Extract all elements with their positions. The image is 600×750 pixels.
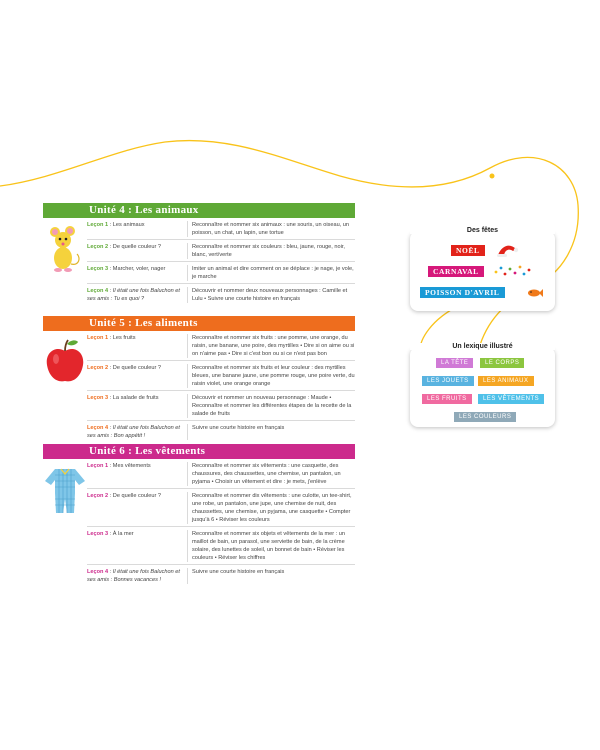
- lesson-row: [87, 527, 355, 565]
- lesson-number: Leçon 4: [87, 425, 109, 431]
- lesson-number: Leçon 3: [87, 266, 109, 272]
- lesson-number: Leçon 1: [87, 222, 109, 228]
- fetes-title: Des fêtes: [410, 227, 555, 234]
- fete-carnaval-label: CARNAVAL: [428, 266, 484, 277]
- lesson-number: Leçon 3: [87, 531, 109, 537]
- lesson-title: : Il était une fois Baluchon et ses amis : Tu es quoi ?: [87, 288, 180, 302]
- lesson-row: [87, 459, 355, 489]
- lesson-description: Reconnaître et nommer six objets et vêtements de la mer : un maillot de bain, un parasol, une serviette de bain, de la crème solaire, des lunettes de soleil, un bonnet de bain • Réviser les couleurs • Réviser les chiffres: [187, 530, 355, 562]
- lesson-row: [87, 284, 355, 305]
- apple-illustration: [43, 331, 87, 396]
- lesson-title: : Les animaux: [108, 222, 145, 228]
- pyjama-illustration: [43, 459, 87, 524]
- lesson-title: : Les fruits: [108, 335, 136, 341]
- lesson-description: Reconnaître et nommer six fruits et leur couleur : des myrtilles bleues, une banane jaune, une pomme rouge, une poire verte, du raisin violet, une orange orange: [187, 364, 355, 388]
- unit-4-header: Unité 4 : Les animaux: [43, 203, 355, 218]
- unit-6-section: [43, 444, 355, 586]
- lesson-title: : Mes vêtements: [108, 463, 151, 469]
- lesson-description: Reconnaître et nommer six vêtements : une casquette, des chaussures, des chaussettes, une chemise, un pantalon, un pyjama • Choisir un vêtement et dire : je mets, j'enlève: [187, 462, 355, 486]
- unit-4-section: [43, 203, 355, 305]
- tag-les-fruits: LES FRUITS: [422, 394, 472, 404]
- lesson-row: [87, 489, 355, 527]
- lesson-title: : De quelle couleur ?: [108, 244, 162, 250]
- lesson-row: [87, 218, 355, 240]
- santa-hat-icon: [496, 242, 520, 258]
- lesson-title: : Il était une fois Baluchon et ses amis : Bon appétit !: [87, 425, 180, 439]
- lesson-row: [87, 361, 355, 391]
- tag-les-vetements: LES VÊTEMENTS: [478, 394, 544, 404]
- confetti-icon: [493, 264, 533, 278]
- lesson-description: Découvrir et nommer un nouveau personnage : Maude • Reconnaître et nommer les différentes étapes de la recette de la salade de fruits: [187, 394, 355, 418]
- lesson-number: Leçon 1: [87, 463, 109, 469]
- fetes-card: [410, 227, 555, 311]
- lesson-row: [87, 331, 355, 361]
- lesson-number: Leçon 2: [87, 244, 109, 250]
- lesson-title: : De quelle couleur ?: [108, 493, 162, 499]
- lesson-number: Leçon 4: [87, 569, 109, 575]
- tag-les-jouets: LES JOUETS: [422, 376, 474, 386]
- lesson-number: Leçon 2: [87, 493, 109, 499]
- lexique-title: Un lexique illustré: [410, 343, 555, 350]
- lesson-number: Leçon 4: [87, 288, 109, 294]
- unit-5-header: Unité 5 : Les aliments: [43, 316, 355, 331]
- lesson-title: : Il était une fois Baluchon et ses amis : Bonnes vacances !: [87, 569, 180, 583]
- lesson-row: [87, 391, 355, 421]
- lesson-description: Suivre une courte histoire en français: [187, 424, 355, 440]
- tag-le-corps: LE CORPS: [480, 358, 524, 368]
- lesson-title: : À la mer: [108, 531, 134, 537]
- fete-poisson-avril-label: POISSON D'AVRIL: [420, 287, 505, 298]
- lesson-description: Reconnaître et nommer six fruits : une pomme, une orange, du raisin, une banane, une poire, des myrtilles • Dire si on aime ou si on n'aime pas • Dire si c'est bon ou si ce n'est pas bon: [187, 334, 355, 358]
- lesson-description: Suivre une courte histoire en français: [187, 568, 355, 584]
- lesson-title: : La salade de fruits: [108, 395, 159, 401]
- lesson-description: Imiter un animal et dire comment on se déplace : je nage, je vole, je marche: [187, 265, 355, 281]
- lesson-row: [87, 421, 355, 442]
- unit-6-header: Unité 6 : Les vêtements: [43, 444, 355, 459]
- lexique-card: [410, 343, 555, 427]
- lesson-title: : De quelle couleur ?: [108, 365, 162, 371]
- lesson-number: Leçon 3: [87, 395, 109, 401]
- tag-la-tete: LA TÊTE: [436, 358, 473, 368]
- lesson-description: Reconnaître et nommer six couleurs : bleu, jaune, rouge, noir, blanc, vert/verte: [187, 243, 355, 259]
- tag-les-animaux: LES ANIMAUX: [478, 376, 534, 386]
- fish-icon: [526, 287, 544, 299]
- lesson-row: [87, 565, 355, 586]
- tag-les-couleurs: LES COULEURS: [454, 412, 516, 422]
- unit-5-section: [43, 316, 355, 442]
- lesson-title: : Marcher, voler, nager: [108, 266, 166, 272]
- lesson-description: Reconnaître et nommer dix vêtements : une culotte, un tee-shirt, une robe, un pantalon, une jupe, une chemise de nuit, des chaussettes, une chemise, un pyjama, une casquette • Compter jusqu'à 6 • Réviser les couleurs: [187, 492, 355, 524]
- lesson-number: Leçon 1: [87, 335, 109, 341]
- lesson-row: [87, 262, 355, 284]
- lesson-description: Découvrir et nommer deux nouveaux personnages : Camille et Lulu • Suivre une courte histoire en français: [187, 287, 355, 303]
- lesson-description: Reconnaître et nommer six animaux : une souris, un oiseau, un poisson, un chat, un lapin, une tortue: [187, 221, 355, 237]
- lesson-row: [87, 240, 355, 262]
- lesson-number: Leçon 2: [87, 365, 109, 371]
- mouse-illustration: [43, 218, 87, 283]
- fete-noel-label: NOËL: [451, 245, 485, 256]
